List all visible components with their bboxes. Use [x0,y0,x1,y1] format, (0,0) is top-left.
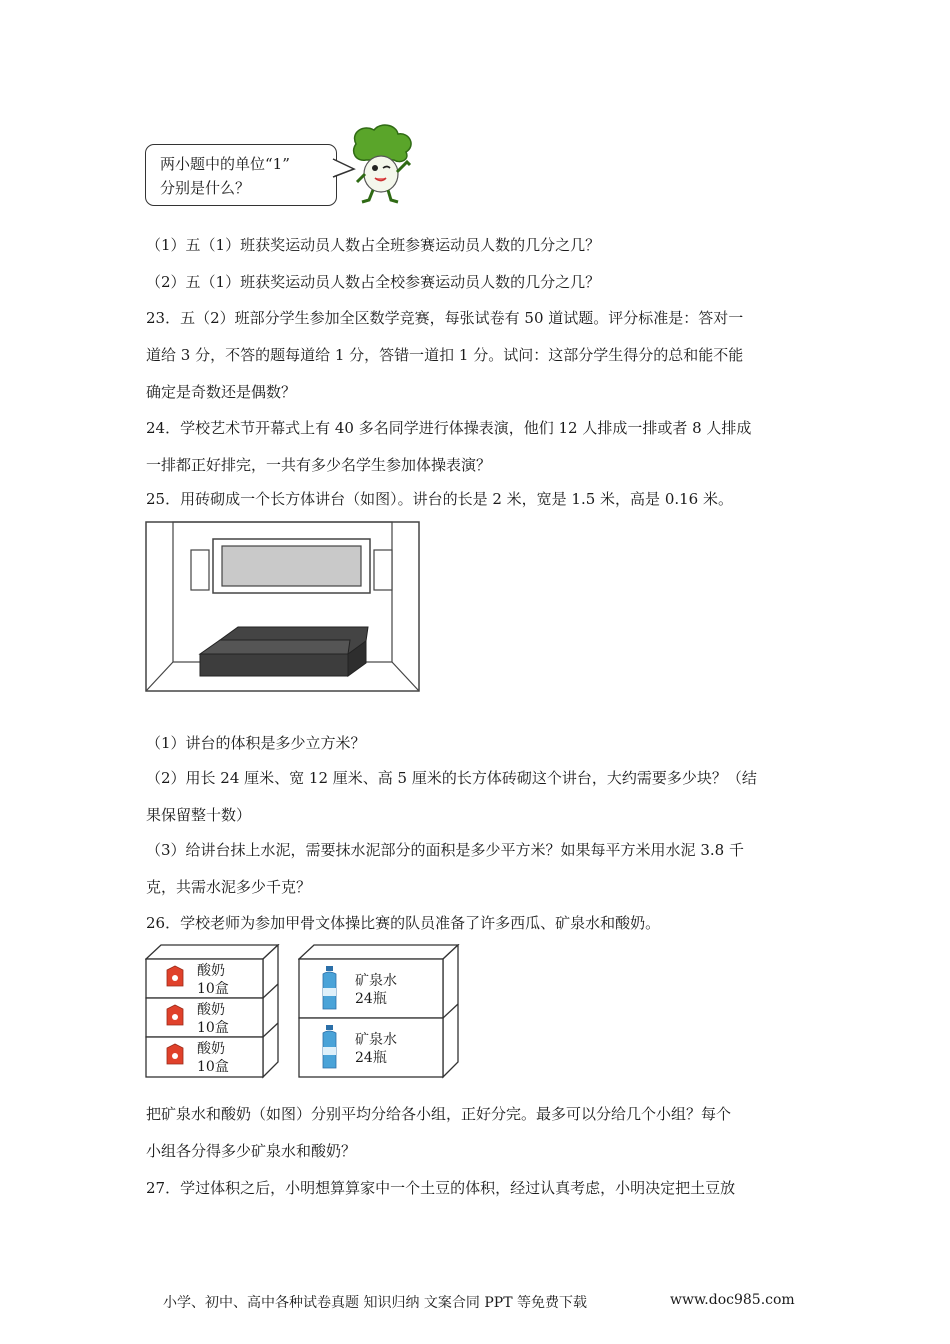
yogurt-box-2-name: 酸奶 [197,1002,225,1018]
yogurt-box-1-label [197,962,229,998]
q26-line-1: 26．学校老师为参加甲骨文体操比赛的队员准备了许多西瓜、矿泉水和酸奶。 [146,914,661,932]
q27-line-1: 27．学过体积之后，小明想算算家中一个土豆的体积，经过认真考虑，小明决定把土豆放 [146,1179,736,1197]
q25-line-1: 25．用砖砌成一个长方体讲台（如图）。讲台的长是 2 米，宽是 1.5 米，高是 0.16 米。 [146,490,733,508]
water-box-1-count: 24瓶 [355,991,387,1007]
water-box-1-label [355,972,397,1008]
yogurt-box-3-count: 10盒 [197,1059,229,1075]
q25-sub2-line-2: 果保留整十数） [146,806,252,824]
yogurt-box-1-count: 10盒 [197,981,229,997]
yogurt-box-3-name: 酸奶 [197,1041,225,1057]
yogurt-box-3-label [197,1040,229,1076]
water-box-1-name: 矿泉水 [355,973,397,989]
q23-line-2: 道给 3 分，不答的题每道给 1 分，答错一道扣 1 分。试问：这部分学生得分的总和能不能 [146,346,744,364]
q24-line-2: 一排都正好排完，一共有多少名学生参加体操表演？ [146,456,492,474]
yogurt-box-2-count: 10盒 [197,1020,229,1036]
q22-sub2: （2）五（1）班获奖运动员人数占全校参赛运动员人数的几分之几？ [146,273,601,291]
q26-after-line-1: 把矿泉水和酸奶（如图）分别平均分给各小组，正好分完。最多可以分给几个小组？每个 [146,1105,732,1123]
q23-line-3: 确定是奇数还是偶数？ [146,383,297,401]
water-box-2-count: 24瓶 [355,1050,387,1066]
q25-sub3-line-2: 克，共需水泥多少千克？ [146,878,312,896]
bubble-line-1: 两小题中的单位“1” [160,155,290,173]
q23-line-1: 23．五（2）班部分学生参加全区数学竞赛，每张试卷有 50 道试题。评分标准是：答对一 [146,309,744,327]
q22-sub1: （1）五（1）班获奖运动员人数占全班参赛运动员人数的几分之几？ [146,236,601,254]
q24-line-1: 24．学校艺术节开幕式上有 40 多名同学进行体操表演，他们 12 人排成一排或者 8 人排成 [146,419,752,437]
q26-after-line-2: 小组各分得多少矿泉水和酸奶？ [146,1142,357,1160]
hint-speech-bubble [145,144,337,206]
bubble-line-2: 分别是什么？ [160,179,251,197]
lectern-room-figure [145,521,421,693]
yogurt-box-2-label [197,1001,229,1037]
cabbage-mascot-icon [344,122,422,206]
q25-sub1: （1）讲台的体积是多少立方米？ [146,734,366,752]
footer-website-link[interactable]: www.doc985.com [670,1292,795,1308]
yogurt-box-1-name: 酸奶 [197,963,225,979]
yogurt-carton-icon [167,966,183,1064]
footer-promo-text: 小学、初中、高中各种试卷真题 知识归纳 文案合同 PPT 等免费下载 [163,1295,587,1311]
water-box-2-name: 矿泉水 [355,1032,397,1048]
q25-sub3-line-1: （3）给讲台抹上水泥，需要抹水泥部分的面积是多少平方米？如果每平方米用水泥 3.8 千 [146,841,744,859]
water-box-2-label [355,1031,397,1067]
q25-sub2-line-1: （2）用长 24 厘米、宽 12 厘米、高 5 厘米的长方体砖砌这个讲台，大约需要多少块？（结 [146,769,757,787]
